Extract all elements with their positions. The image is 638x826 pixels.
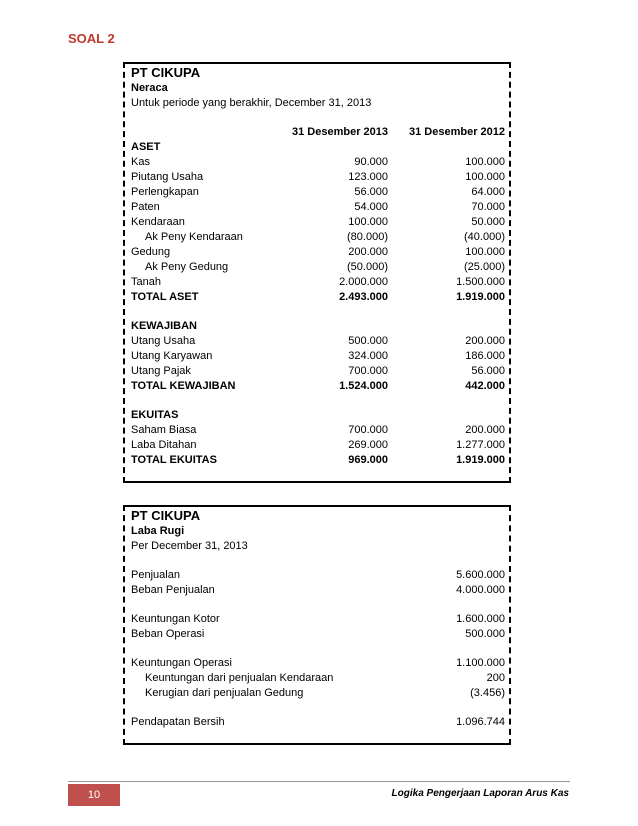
row-label: Saham Biasa (131, 424, 197, 436)
value-2013: 500.000 (348, 335, 388, 347)
value-2012: 200.000 (465, 424, 505, 436)
value-2013: 269.000 (348, 439, 388, 451)
value-2012: 56.000 (471, 365, 505, 377)
kewajiban-header: KEWAJIBAN (131, 320, 198, 332)
row-label: Piutang Usaha (131, 171, 204, 183)
value-2012: 64.000 (471, 186, 505, 198)
row-label: Penjualan (131, 569, 180, 581)
row-value: (3.456) (470, 687, 505, 699)
table-row (125, 364, 509, 379)
row-label: Keuntungan Operasi (131, 657, 232, 669)
value-2012: 100.000 (465, 156, 505, 168)
value-2013: 969.000 (348, 454, 388, 466)
row-label: Perlengkapan (131, 186, 199, 198)
row-value: 1.100.000 (456, 657, 505, 669)
table-row (125, 656, 509, 671)
table-row (125, 155, 509, 170)
value-2013: 200.000 (348, 246, 388, 258)
bs-period: Untuk periode yang berakhir, December 31, 2013 (131, 97, 372, 109)
table-row (125, 200, 509, 215)
col-header-2013: 31 Desember 2013 (291, 126, 388, 138)
row-label: Utang Karyawan (131, 350, 213, 362)
table-row (125, 686, 509, 701)
value-2013: 54.000 (354, 201, 388, 213)
value-2012: 442.000 (465, 380, 505, 392)
row-value: 5.600.000 (456, 569, 505, 581)
value-2013: 2.493.000 (339, 291, 388, 303)
value-2013: 1.524.000 (339, 380, 388, 392)
table-row (125, 612, 509, 627)
is-title: Laba Rugi (131, 525, 185, 537)
bs-title: Neraca (131, 82, 168, 94)
row-label: Ak Peny Gedung (145, 261, 229, 273)
row-value: 1.096.744 (456, 716, 505, 728)
value-2013: (50.000) (347, 261, 388, 273)
table-row (125, 185, 509, 200)
table-row (125, 215, 509, 230)
row-label: Utang Pajak (131, 365, 191, 377)
value-2012: 1.919.000 (456, 291, 505, 303)
value-2012: 1.919.000 (456, 454, 505, 466)
total-aset-row (125, 290, 509, 305)
table-row (125, 349, 509, 364)
page-number: 10 (68, 784, 120, 806)
row-label: Kerugian dari penjualan Gedung (145, 687, 304, 699)
row-label: Pendapatan Bersih (131, 716, 225, 728)
aset-header: ASET (131, 141, 161, 153)
table-row (125, 627, 509, 642)
row-label: TOTAL EKUITAS (131, 454, 217, 466)
row-label: TOTAL KEWAJIBAN (131, 380, 236, 392)
table-row (125, 423, 509, 438)
is-company: PT CIKUPA (131, 508, 201, 523)
value-2012: 100.000 (465, 171, 505, 183)
row-label: Tanah (131, 276, 161, 288)
footer-title: Logika Pengerjaan Laporan Arus Kas (391, 788, 569, 799)
total-kewajiban-row (125, 379, 509, 394)
table-row (125, 568, 509, 583)
value-2012: 200.000 (465, 335, 505, 347)
row-label: Kas (131, 156, 150, 168)
total-ekuitas-row (125, 453, 509, 468)
table-row (125, 260, 509, 275)
row-value: 4.000.000 (456, 584, 505, 596)
table-row (125, 334, 509, 349)
value-2013: 2.000.000 (339, 276, 388, 288)
row-label: TOTAL ASET (131, 291, 199, 303)
value-2013: 700.000 (348, 424, 388, 436)
table-row (125, 715, 509, 730)
row-label: Paten (131, 201, 160, 213)
row-label: Keuntungan Kotor (131, 613, 220, 625)
col-header-2012: 31 Desember 2012 (408, 126, 505, 138)
is-period: Per December 31, 2013 (131, 540, 248, 552)
row-label: Gedung (131, 246, 171, 258)
value-2013: 56.000 (354, 186, 388, 198)
section-title: SOAL 2 (68, 31, 115, 46)
value-2013: 100.000 (348, 216, 388, 228)
table-row (125, 671, 509, 686)
value-2012: 186.000 (465, 350, 505, 362)
value-2013: 324.000 (348, 350, 388, 362)
value-2012: 100.000 (465, 246, 505, 258)
table-row (125, 245, 509, 260)
value-2012: 50.000 (471, 216, 505, 228)
row-label: Utang Usaha (131, 335, 196, 347)
row-label: Keuntungan dari penjualan Kendaraan (145, 672, 334, 684)
row-label: Kendaraan (131, 216, 185, 228)
row-value: 200 (486, 672, 505, 684)
table-row (125, 583, 509, 598)
table-row (125, 230, 509, 245)
value-2013: 123.000 (348, 171, 388, 183)
value-2013: 700.000 (348, 365, 388, 377)
table-row (125, 438, 509, 453)
row-label: Beban Penjualan (131, 584, 215, 596)
value-2012: (40.000) (464, 231, 505, 243)
balance-sheet-table (123, 62, 511, 483)
bs-company: PT CIKUPA (131, 65, 201, 80)
value-2012: 70.000 (471, 201, 505, 213)
value-2012: 1.277.000 (456, 439, 505, 451)
table-row (125, 275, 509, 290)
row-value: 500.000 (465, 628, 505, 640)
ekuitas-header: EKUITAS (131, 409, 179, 421)
value-2013: 90.000 (354, 156, 388, 168)
value-2012: (25.000) (464, 261, 505, 273)
row-label: Beban Operasi (131, 628, 205, 640)
footer-divider (68, 781, 570, 782)
row-label: Laba Ditahan (131, 439, 197, 451)
value-2012: 1.500.000 (456, 276, 505, 288)
row-label: Ak Peny Kendaraan (145, 231, 243, 243)
income-statement-table (123, 505, 511, 745)
table-row (125, 170, 509, 185)
value-2013: (80.000) (347, 231, 388, 243)
row-value: 1.600.000 (456, 613, 505, 625)
